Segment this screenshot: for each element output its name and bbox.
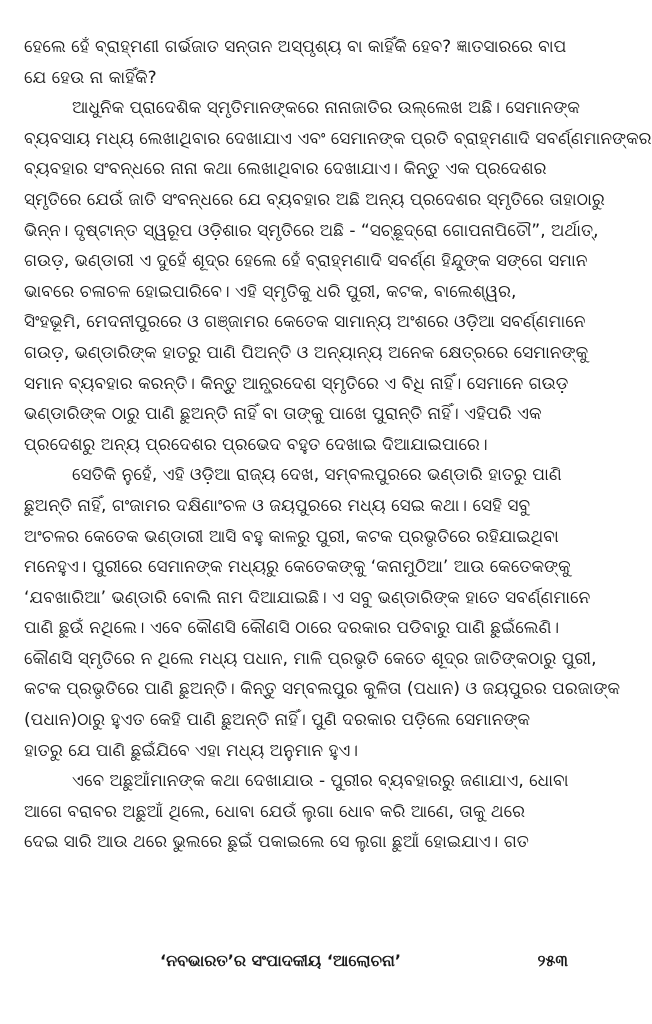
text-line: ଏବେ ଅଛୁଆଁମାନଙ୍କ କଥା ଦେଖାଯାଉ - ପୁରୀର ବ୍ୟବହାରରୁ ଜଣାଯାଏ, ଧୋବା (72, 771, 569, 792)
running-footer-title: ‘ନବଭାରତ’ର ସଂପାଦକୀୟ ‘ଆଲୋଚନା’ (160, 951, 401, 970)
text-line: ସେତିକି ନୁହେଁ, ଏହି ଓଡ଼ିଆ ରାଜ୍ୟ ଦେଖ, ସମ୍ବଲପୁରରେ ଭଣ୍ଡାରି ହାତରୁ ପାଣି (72, 465, 562, 486)
text-line: ବ୍ୟବହାର ସଂବନ୍ଧରେ ନାନା କଥା ଲେଖାଥିବାର ଦେଖାଯାଏ। କିନ୍ତୁ ଏକ ପ୍ରଦେଶର (24, 159, 547, 180)
page-number: ୨୫୩ (537, 951, 568, 970)
text-line: ‘ଯବଖାରିଆ’ ଭଣ୍ଡାରି ବୋଲି ନାମ ଦିଆଯାଇଛି। ଏ ସବୁ ଭଣ୍ଡାରିଙ୍କ ହାତେ ସବର୍ଣ୍ଣମାନେ (24, 587, 591, 608)
text-line: ମନେହୁଏ। ପୁରୀରେ ସେମାନଙ୍କ ମଧ୍ୟରୁ କେତେକଙ୍କୁ ‘କନାମୁଠିଆ’ ଆଉ କେତେକଙ୍କୁ (24, 557, 571, 578)
text-line: ସମାନ ବ୍ୟବହାର କରନ୍ତି। କିନ୍ତୁ ଆନ୍ଧ୍ରଦେଶ ସ୍ମୃତିରେ ଏ ବିଧି ନାହିଁ। ସେମାନେ ଗଉଡ଼ (24, 373, 569, 394)
text-line: ଆଗେ ବରାବର ଅଛୁଆଁ ଥିଲେ, ଧୋବା ଯେଉଁ ଲୁଗା ଧୋବ କରି ଆଣେ, ତାକୁ ଥରେ (24, 801, 526, 822)
text-line: ଛୁଅନ୍ତି ନାହିଁ, ଗଂଜାମର ଦକ୍ଷିଣାଂଚଳ ଓ ଜୟପୁରରେ ମଧ୍ୟ ସେଇ କଥା। ସେହି ସବୁ (24, 495, 531, 516)
text-line: ଭଣ୍ଡାରିଙ୍କ ଠାରୁ ପାଣି ଛୁଅନ୍ତି ନାହିଁ ବା ତାଙ୍କୁ ପାଖେ ପୁରାନ୍ତି ନାହିଁ। ଏହିପରି ଏକ (24, 404, 542, 425)
text-line: ଗଉଡ଼, ଭଣ୍ଡାରିଙ୍କ ହାତରୁ ପାଣି ପିଅନ୍ତି ଓ ଅନ୍ୟାନ୍ୟ ଅନେକ କ୍ଷେତ୍ରରେ ସେମାନଙ୍କୁ (24, 342, 589, 363)
text-line: (ପଧାନ)ଠାରୁ ହୁଏତ କେହି ପାଣି ଛୁଅନ୍ତି ନାହିଁ। ପୁଣି ଦରକାର ପଡ଼ିଲେ ସେମାନଙ୍କ (24, 710, 531, 731)
text-line: ଦେଇ ସାରି ଆଉ ଥରେ ଭୁଲରେ ଛୁଇଁ ପକାଇଲେ ସେ ଲୁଗା ଛୁଆଁ ହୋଇଯାଏ। ଗତ (24, 832, 529, 853)
text-line: ଭିନ୍ନ। ଦୃଷ୍ଟାନ୍ତ ସ୍ୱରୂପ ଓଡ଼ିଶାର ସ୍ମୃତିରେ ଅଛି - “ସଚ୍ଛୂଦ୍ରୋ ଗୋପନାପିତୌ”, ଅର୍ଥାତ୍, (24, 220, 599, 241)
text-line: ପ୍ରଦେଶରୁ ଅନ୍ୟ ପ୍ରଦେଶର ପ୍ରଭେଦ ବହୁତ ଦେଖାଇ ଦିଆଯାଇପାରେ। (24, 434, 488, 455)
text-line: କୌଣସି ସ୍ମୃତିରେ ନ ଥିଲେ ମଧ୍ୟ ପଧାନ, ମାଳି ପ୍ରଭୃତି କେତେ ଶୂଦ୍ର ଜାତିଙ୍କଠାରୁ ପୁରୀ, (24, 648, 597, 669)
paragraph-2 (24, 93, 652, 460)
text-line: ଗଉଡ଼, ଭଣ୍ଡାରୀ ଏ ଦୁହେଁ ଶୂଦ୍ର ହେଲେ ହେଁ ବ୍ରାହ୍ମଣାଦି ସବର୍ଣ୍ଣ ହିନ୍ଦୁଙ୍କ ସଙ୍ଗେ ସମାନ (24, 251, 588, 272)
text-line: ସିଂହଭୂମି, ମେଦନୀପୁରରେ ଓ ଗଞ୍ଜାମର କେତେକ ସାମାନ୍ୟ ଅଂଶରେ ଓଡ଼ିଆ ସବର୍ଣ୍ଣମାନେ (24, 312, 586, 333)
text-line: ଅଂଚଳର କେତେକ ଭଣ୍ଡାରୀ ଆସି ବହୁ କାଳରୁ ପୁରୀ, କଟକ ପ୍ରଭୃତିରେ ରହିଯାଇଥିବା (24, 526, 559, 547)
text-line: ପାଣି ଛୁଉଁ ନଥିଲେ। ଏବେ କୌଣସି କୌଣସି ଠାରେ ଦରକାର ପଡିବାରୁ ପାଣି ଛୁଇଁଲେଣି। (24, 618, 560, 639)
text-line: କଟକ ପ୍ରଭୃତିରେ ପାଣି ଛୁଅନ୍ତି। କିନ୍ତୁ ସମ୍ବଲପୁର କୁଳିତା (ପଧାନ) ଓ ଜୟପୁରର ପରଜାଙ୍କ (24, 679, 621, 700)
text-line: ସ୍ମୃତିରେ ଯେଉଁ ଜାତି ସଂବନ୍ଧରେ ଯେ ବ୍ୟବହାର ଅଛି ଅନ୍ୟ ପ୍ରଦେଶର ସ୍ମୃତିରେ ତାହାଠାରୁ (24, 189, 605, 210)
body-text (24, 32, 652, 858)
text-line: ବ୍ୟବସାୟ ମଧ୍ୟ ଲେଖାଥିବାର ଦେଖାଯାଏ ଏବଂ ସେମାନଙ୍କ ପ୍ରତି ବ୍ରାହ୍ମଣାଦି ସବର୍ଣ୍ଣମାନଙ୍କର (24, 128, 652, 149)
paragraph-4 (24, 766, 576, 858)
text-line: ଭାବରେ ଚଳାଚଳ ହୋଇପାରିବେ। ଏହି ସ୍ମୃତିକୁ ଧରି ପୁରୀ, କଟକ, ବାଲେଶ୍ୱର, (24, 281, 517, 302)
paragraph-1 (24, 32, 576, 93)
paragraph-3 (24, 460, 621, 766)
text-line: ଆଧୁନିକ ପ୍ରାଦେଶିକ ସ୍ମୃତିମାନଙ୍କରେ ନାନାଜାତିର ଉଲ୍ଲେଖ ଅଛି। ସେମାନଙ୍କ (72, 98, 580, 119)
page-footer (0, 951, 600, 987)
text-line: ହାତରୁ ଯେ ପାଣି ଛୁଇଁଯିବେ ଏହା ମଧ୍ୟ ଅନୁମାନ ହୁଏ। (24, 740, 359, 761)
text-line: ଯେ ହେଉ ନା କାହିଁକି? (24, 67, 157, 88)
text-line: ହେଲେ ହେଁ ବ୍ରାହ୍ମଣୀ ଗର୍ଭଜାତ ସନ୍ତାନ ଅସ୍ପୃଶ୍ୟ ବା କାହିଁକି ହେବ? ଜ୍ଞାତସାରରେ ବାପ (24, 37, 567, 57)
